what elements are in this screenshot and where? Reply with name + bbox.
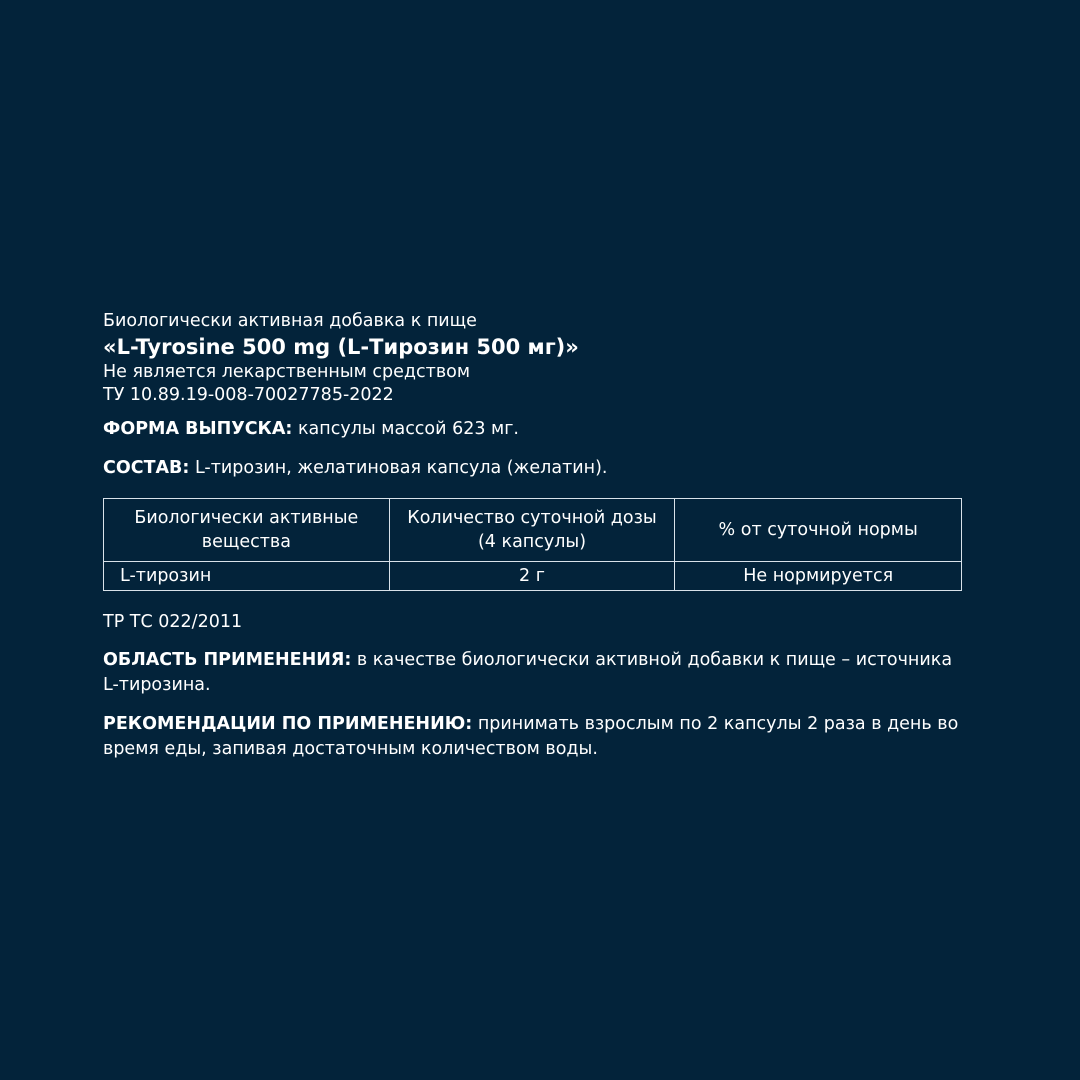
usage-area-text: в качестве биологически активной добавки к пище – источника L-тирозина. [103,650,953,695]
not-medicine-note: Не является лекарственным средством [103,362,471,382]
table-cell: 2 г [389,562,675,591]
recommendations-label: РЕКОМЕНДАЦИИ ПО ПРИМЕНЕНИЮ: [103,714,473,734]
table-header-cell: Биологически активные вещества [104,499,390,562]
table-cell: L-тирозин [104,562,390,591]
release-form [103,417,963,442]
usage-area [103,648,963,698]
composition [103,456,963,481]
tu-code: ТУ 10.89.19-008-70027785-2022 [103,385,394,405]
usage-area-label: ОБЛАСТЬ ПРИМЕНЕНИЯ: [103,650,352,670]
regulation-code: ТР ТС 022/2011 [103,612,243,632]
recommendations-text: принимать взрослым по 2 капсулы 2 раза в день во время еды, запивая достаточным количеством воды. [103,714,959,759]
product-title: «L-Tyrosine 500 mg (L-Тирозин 500 мг)» [103,335,579,359]
recommendations [103,712,963,762]
composition-label: СОСТАВ: [103,458,190,478]
composition-text: L-тирозин, желатиновая капсула (желатин). [189,458,608,478]
product-info [103,310,963,762]
table-cell: Не нормируется [675,562,962,591]
table-header-row [104,499,962,562]
nutrient-table [103,498,962,591]
table-header-cell: Количество суточной дозы (4 капсулы) [389,499,675,562]
table-row [104,562,962,591]
table-header-cell: % от суточной нормы [675,499,962,562]
release-form-label: ФОРМА ВЫПУСКА: [103,419,293,439]
product-subtitle: Биологически активная добавка к пище [103,311,477,331]
release-form-text: капсулы массой 623 мг. [292,419,519,439]
